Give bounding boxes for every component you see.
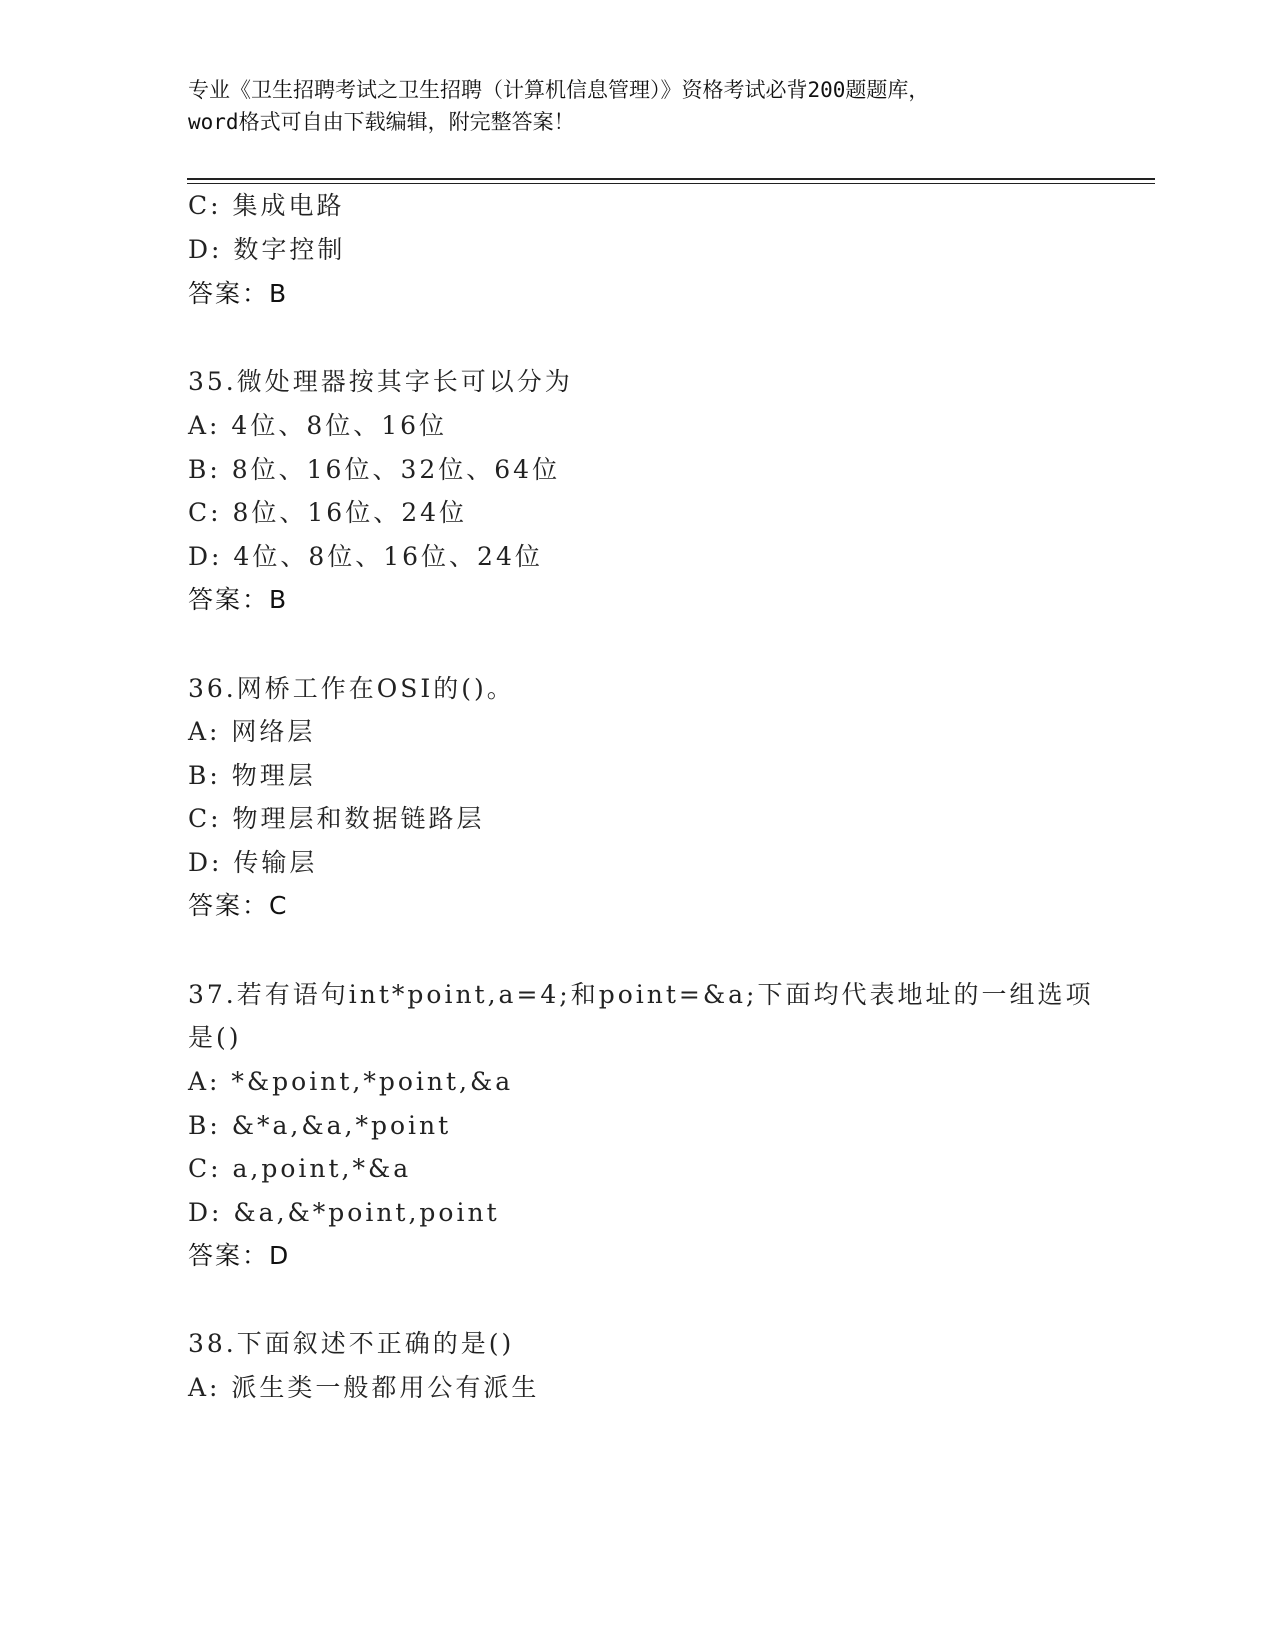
q37-option-a: A: *&point,*point,&a [188,1067,514,1096]
q36-option-a: A: 网络层 [188,717,316,746]
prev-option-c: C: 集成电路 [188,191,345,220]
q35-question: 35.微处理器按其字长可以分为 [188,367,573,396]
header-divider-thick [187,178,1155,180]
q36-answer: 答案：C [188,891,289,920]
q36-option-c: C: 物理层和数据链路层 [188,804,485,833]
q37-question-line2: 是() [188,1023,242,1052]
q36-question: 36.网桥工作在OSI的()。 [188,674,515,703]
q38-option-a: A: 派生类一般都用公有派生 [188,1373,540,1402]
prev-answer: 答案：B [188,279,289,308]
q35-option-b: B: 8位、16位、32位、64位 [188,455,561,484]
q37-answer: 答案：D [188,1241,291,1270]
q36-option-b: B: 物理层 [188,761,316,790]
q37-option-b: B: &*a,&a,*point [188,1111,452,1140]
q35-option-a: A: 4位、8位、16位 [188,411,448,440]
q35-option-d: D: 4位、8位、16位、24位 [188,542,543,571]
header-title-line2: word格式可自由下载编辑，附完整答案！ [188,110,575,134]
header-title-line1: 专业《卫生招聘考试之卫生招聘（计算机信息管理）》资格考试必背200题题库， [188,78,930,102]
q38-question: 38.下面叙述不正确的是() [188,1329,515,1358]
q37-option-c: C: a,point,*&a [188,1154,412,1183]
header-divider-thin [187,183,1155,184]
q37-option-d: D: &a,&*point,point [188,1198,500,1227]
prev-option-d: D: 数字控制 [188,235,346,264]
q37-question-line1: 37.若有语句int*point,a=4;和point=&a;下面均代表地址的一组选项 [188,980,1094,1009]
q35-answer: 答案：B [188,585,289,614]
q36-option-d: D: 传输层 [188,848,318,877]
q35-option-c: C: 8位、16位、24位 [188,498,468,527]
document-header [188,74,1088,138]
